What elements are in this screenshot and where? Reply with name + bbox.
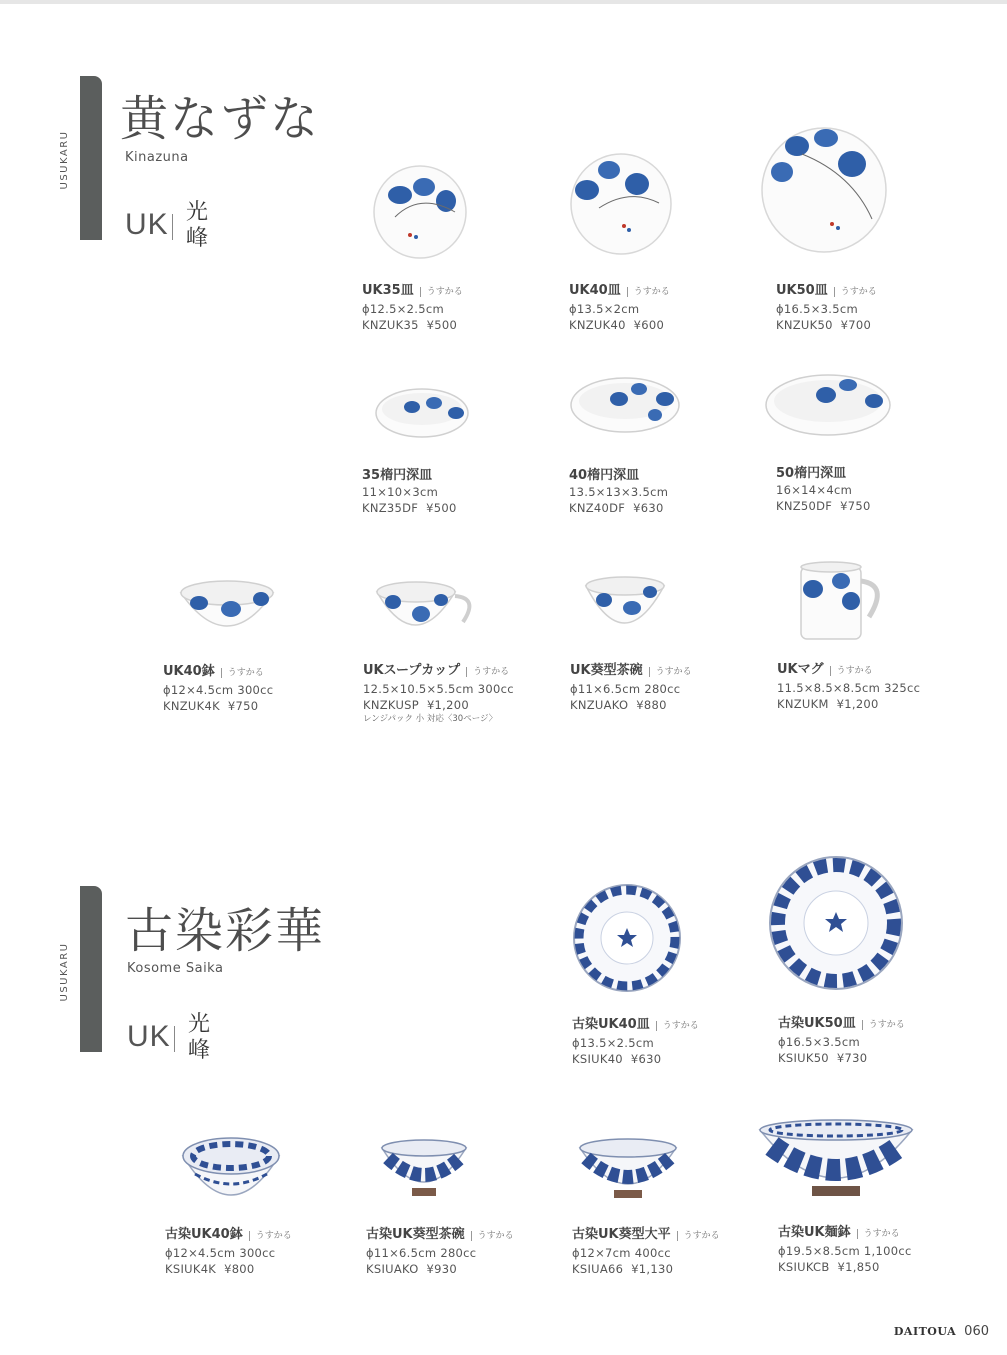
product-dimensions: ϕ16.5×3.5cm [778,1035,860,1049]
name-text: 古染UK50皿 [778,1016,856,1031]
product-name [163,663,353,682]
plate-illustration [370,157,490,277]
product-code-price [778,1050,968,1066]
product-name [776,282,966,301]
name-text: 古染UK麺鉢 [778,1225,851,1240]
product-price: ¥1,200 [836,697,879,711]
product-dimensions: ϕ12×7cm 400cc [572,1246,671,1260]
product-kosome-uk40-bowl[interactable] [165,1226,355,1277]
plate-illustration [569,148,689,268]
product-name [366,1226,556,1245]
product-code: KSIUAKO [366,1262,419,1276]
product-code-price [363,697,553,713]
product-code: KNZUK4K [163,699,220,713]
product-price: ¥1,200 [426,698,469,712]
product-name [572,1226,762,1245]
product-code-price [778,1259,968,1275]
product-uk-aoi-rice-bowl[interactable] [570,662,760,713]
product-code: KNZUK35 [362,318,419,332]
product-code-price [569,500,759,516]
rice-bowl-illustration [380,1136,480,1206]
product-code-price [570,697,760,713]
name-text: 古染UK40鉢 [165,1227,243,1242]
name-text: UK40鉢 [163,664,215,679]
oval-dish-illustration [571,377,691,442]
product-price: ¥880 [636,698,667,712]
product-code: KNZ50DF [776,499,833,513]
product-code-price [777,696,967,712]
product-dimensions: ϕ11×6.5cm 280cc [366,1246,477,1260]
product-note: うすかる [649,667,692,677]
product-dimensions: ϕ13.5×2.5cm [572,1036,654,1050]
product-price: ¥750 [840,499,871,513]
product-note: うすかる [834,287,877,297]
product-dimensions: ϕ12×4.5cm 300cc [163,683,274,697]
product-name [165,1226,355,1245]
name-text: 古染UK40皿 [572,1017,650,1032]
bowl-illustration [179,579,289,649]
product-price: ¥1,850 [837,1260,880,1274]
product-code: KNZUK40 [569,318,626,332]
product-price: ¥730 [836,1051,868,1065]
product-note: うすかる [677,1231,720,1241]
product-kosome-uk-aoi-rice-bowl[interactable] [366,1226,556,1277]
name-text: 古染UK葵型大平 [572,1227,671,1242]
product-name [363,662,553,681]
product-uk40-bowl[interactable] [163,663,353,714]
product-code-price [362,317,552,333]
noodle-bowl-illustration [758,1116,918,1206]
product-price: ¥930 [426,1262,457,1276]
product-kosome-uk-noodle-bowl[interactable] [778,1224,968,1275]
product-name [569,282,759,301]
bowl-illustration [181,1134,291,1204]
product-note: うすかる [656,1021,699,1031]
plate-illustration [572,883,692,1003]
series-bar [80,76,102,240]
product-price: ¥700 [840,318,872,332]
product-code: KSIUK4K [165,1262,217,1276]
product-price: ¥1,130 [631,1262,674,1276]
product-kosome-uk-aoi-large-bowl[interactable] [572,1226,762,1277]
product-price: ¥800 [224,1262,255,1276]
product-dimensions: 16×14×4cm [776,483,853,497]
artist-signature: 光峰 [186,200,209,251]
product-note: うすかる [857,1229,900,1239]
product-dimensions: 11.5×8.5×8.5cm 325cc [777,681,921,695]
mug-illustration [797,561,907,651]
mark-divider [174,1026,175,1052]
product-dimensions: ϕ13.5×2cm [569,302,640,316]
series-subtitle: Kinazuna [125,150,189,165]
product-price: ¥500 [426,501,457,515]
name-text: UK葵型茶碗 [570,663,643,678]
usukaru-mark: UK [125,208,169,241]
product-dimensions: 11×10×3cm [362,485,439,499]
product-code: KSIUK50 [778,1051,829,1065]
product-note: うすかる [249,1231,292,1241]
product-code: KNZUAKO [570,698,629,712]
product-note: うすかる [221,668,264,678]
product-code: KNZUK50 [776,318,833,332]
product-name [572,1016,762,1035]
product-code-price [362,500,552,516]
series-title: 古染彩華 [125,903,326,959]
rice-bowl-illustration [584,574,684,644]
name-text: UKスープカップ [363,663,461,678]
product-code: KSIUK40 [572,1052,623,1066]
product-dimensions: ϕ12.5×2.5cm [362,302,444,316]
product-name [362,282,552,301]
product-code-price [776,317,966,333]
product-code: KSIUKCB [778,1260,830,1274]
name-text: 古染UK葵型茶碗 [366,1227,465,1242]
product-uk35-plate[interactable] [362,282,552,333]
product-code-price [572,1051,762,1067]
product-code: KNZKUSP [363,698,420,712]
product-kosome-uk50-plate[interactable] [778,1015,968,1066]
product-dimensions: 12.5×10.5×5.5cm 300cc [363,682,514,696]
usukaru-mark: UK [127,1020,171,1053]
name-text: UK40皿 [569,283,621,298]
oval-dish-illustration [376,387,486,447]
series-side-label: USUKARU [59,130,70,190]
series-subtitle: Kosome Saika [127,961,224,976]
product-50-oval-deep-plate[interactable] [776,465,966,514]
product-dimensions: ϕ11×6.5cm 280cc [570,682,681,696]
page-number: 060 [964,1324,989,1339]
product-note: うすかる [830,666,873,676]
cup-illustration [375,578,495,648]
product-name: 35楕円深皿 [362,468,433,483]
plate-illustration [762,124,892,254]
product-price: ¥750 [227,699,259,713]
series-side-label: USUKARU [59,942,70,1002]
product-price: ¥630 [633,501,664,515]
product-uk-soup-cup[interactable] [363,662,553,726]
artist-signature: 光峰 [188,1012,211,1063]
oval-dish-illustration [766,373,896,443]
product-code-price [572,1261,762,1277]
product-kosome-uk40-plate[interactable] [572,1016,762,1067]
product-dimensions: ϕ19.5×8.5cm 1,100cc [778,1244,912,1258]
top-rule [0,0,1007,4]
product-name [570,662,760,681]
product-code-price [366,1261,556,1277]
product-code: KNZ35DF [362,501,419,515]
product-name: 50楕円深皿 [776,466,847,481]
product-code-price [165,1261,355,1277]
product-extra-note: レンジパック 小 対応〈30ページ〉 [363,714,498,724]
product-note: うすかる [627,287,670,297]
name-text: UKマグ [777,662,824,677]
product-note: うすかる [471,1231,514,1241]
product-dimensions: 13.5×13×3.5cm [569,485,669,499]
plate-illustration [768,855,908,995]
product-40-oval-deep-plate[interactable] [569,467,759,516]
product-name: 40楕円深皿 [569,468,640,483]
product-note: うすかる [466,667,509,677]
name-text: UK50皿 [776,283,828,298]
product-uk50-plate[interactable] [776,282,966,333]
product-price: ¥600 [633,318,665,332]
product-code: KNZUKM [777,697,829,711]
brand-name: DAITOUA [893,1325,957,1338]
product-dimensions: ϕ12×4.5cm 300cc [165,1246,276,1260]
name-text: UK35皿 [362,283,414,298]
product-price: ¥630 [630,1052,662,1066]
product-code-price [776,498,966,514]
product-uk-mug[interactable] [777,661,967,712]
page-footer [894,1320,989,1339]
product-uk40-plate[interactable] [569,282,759,333]
product-name [777,661,967,680]
product-code: KSIUA66 [572,1262,624,1276]
mark-divider [172,214,173,240]
product-35-oval-deep-plate[interactable] [362,467,552,516]
product-note: うすかる [420,287,463,297]
series-title: 黄なずな [120,91,321,147]
product-price: ¥500 [426,318,458,332]
product-name [778,1224,968,1243]
product-name [778,1015,968,1034]
product-code: KNZ40DF [569,501,626,515]
large-bowl-illustration [578,1134,688,1209]
series-bar [80,886,102,1052]
product-note: うすかる [862,1020,905,1030]
product-code-price [569,317,759,333]
product-code-price [163,698,353,714]
product-dimensions: ϕ16.5×3.5cm [776,302,858,316]
